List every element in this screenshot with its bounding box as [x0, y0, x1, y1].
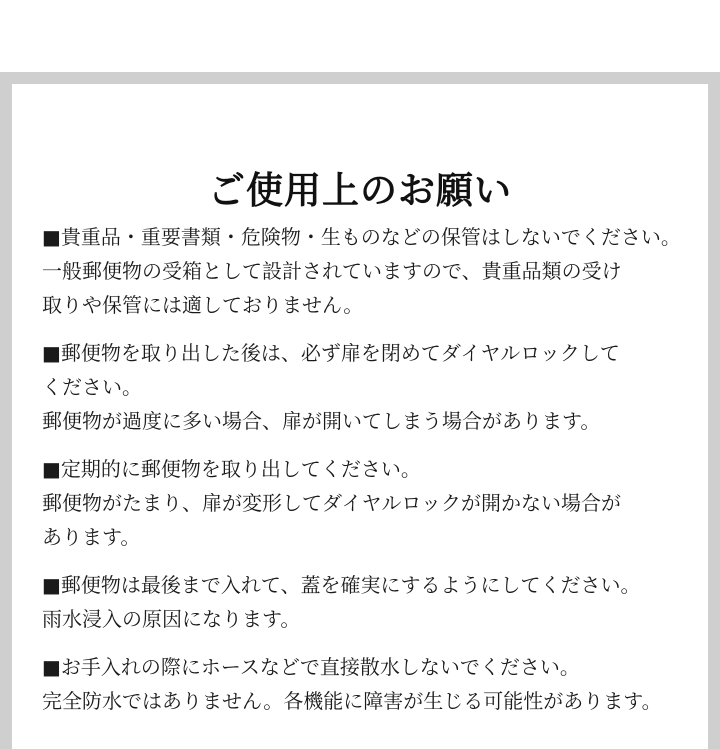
note-line: ■郵便物は最後まで入れて、蓋を確実にするようにしてください。 — [42, 573, 641, 597]
note-line: ください。 — [42, 375, 142, 399]
note-no-water — [42, 650, 692, 718]
note-line: ■定期的に郵便物を取り出してください。 — [42, 457, 421, 481]
note-line: 雨水浸入の原因になります。 — [42, 607, 301, 631]
note-line: あります。 — [42, 525, 141, 549]
note-valuables — [42, 220, 692, 322]
page-title: ご使用上のお願い — [208, 168, 512, 212]
note-line: 完全防水ではありません。各機能に障害が生じる可能性があります。 — [42, 689, 662, 713]
note-line: ■お手入れの際にホースなどで直接散水しないでください。 — [42, 655, 580, 679]
note-insert-fully — [42, 568, 692, 636]
note-line: ■貴重品・重要書類・危険物・生ものなどの保管はしないでください。 — [42, 225, 681, 249]
note-line: 郵便物がたまり、扉が変形してダイヤルロックが開かない場合が — [42, 491, 621, 515]
note-line: 郵便物が過度に多い場合、扉が開いてしまう場合があります。 — [42, 409, 601, 433]
note-line: ■郵便物を取り出した後は、必ず扉を閉めてダイヤルロックして — [42, 341, 620, 365]
note-close-door — [42, 336, 692, 438]
note-regular-collection — [42, 452, 692, 554]
note-line: 一般郵便物の受箱として設計されていますので、貴重品類の受け — [42, 259, 622, 283]
top-band — [0, 0, 720, 72]
usage-notes — [42, 220, 692, 732]
note-line: 取りや保管には適しておりません。 — [42, 293, 364, 317]
